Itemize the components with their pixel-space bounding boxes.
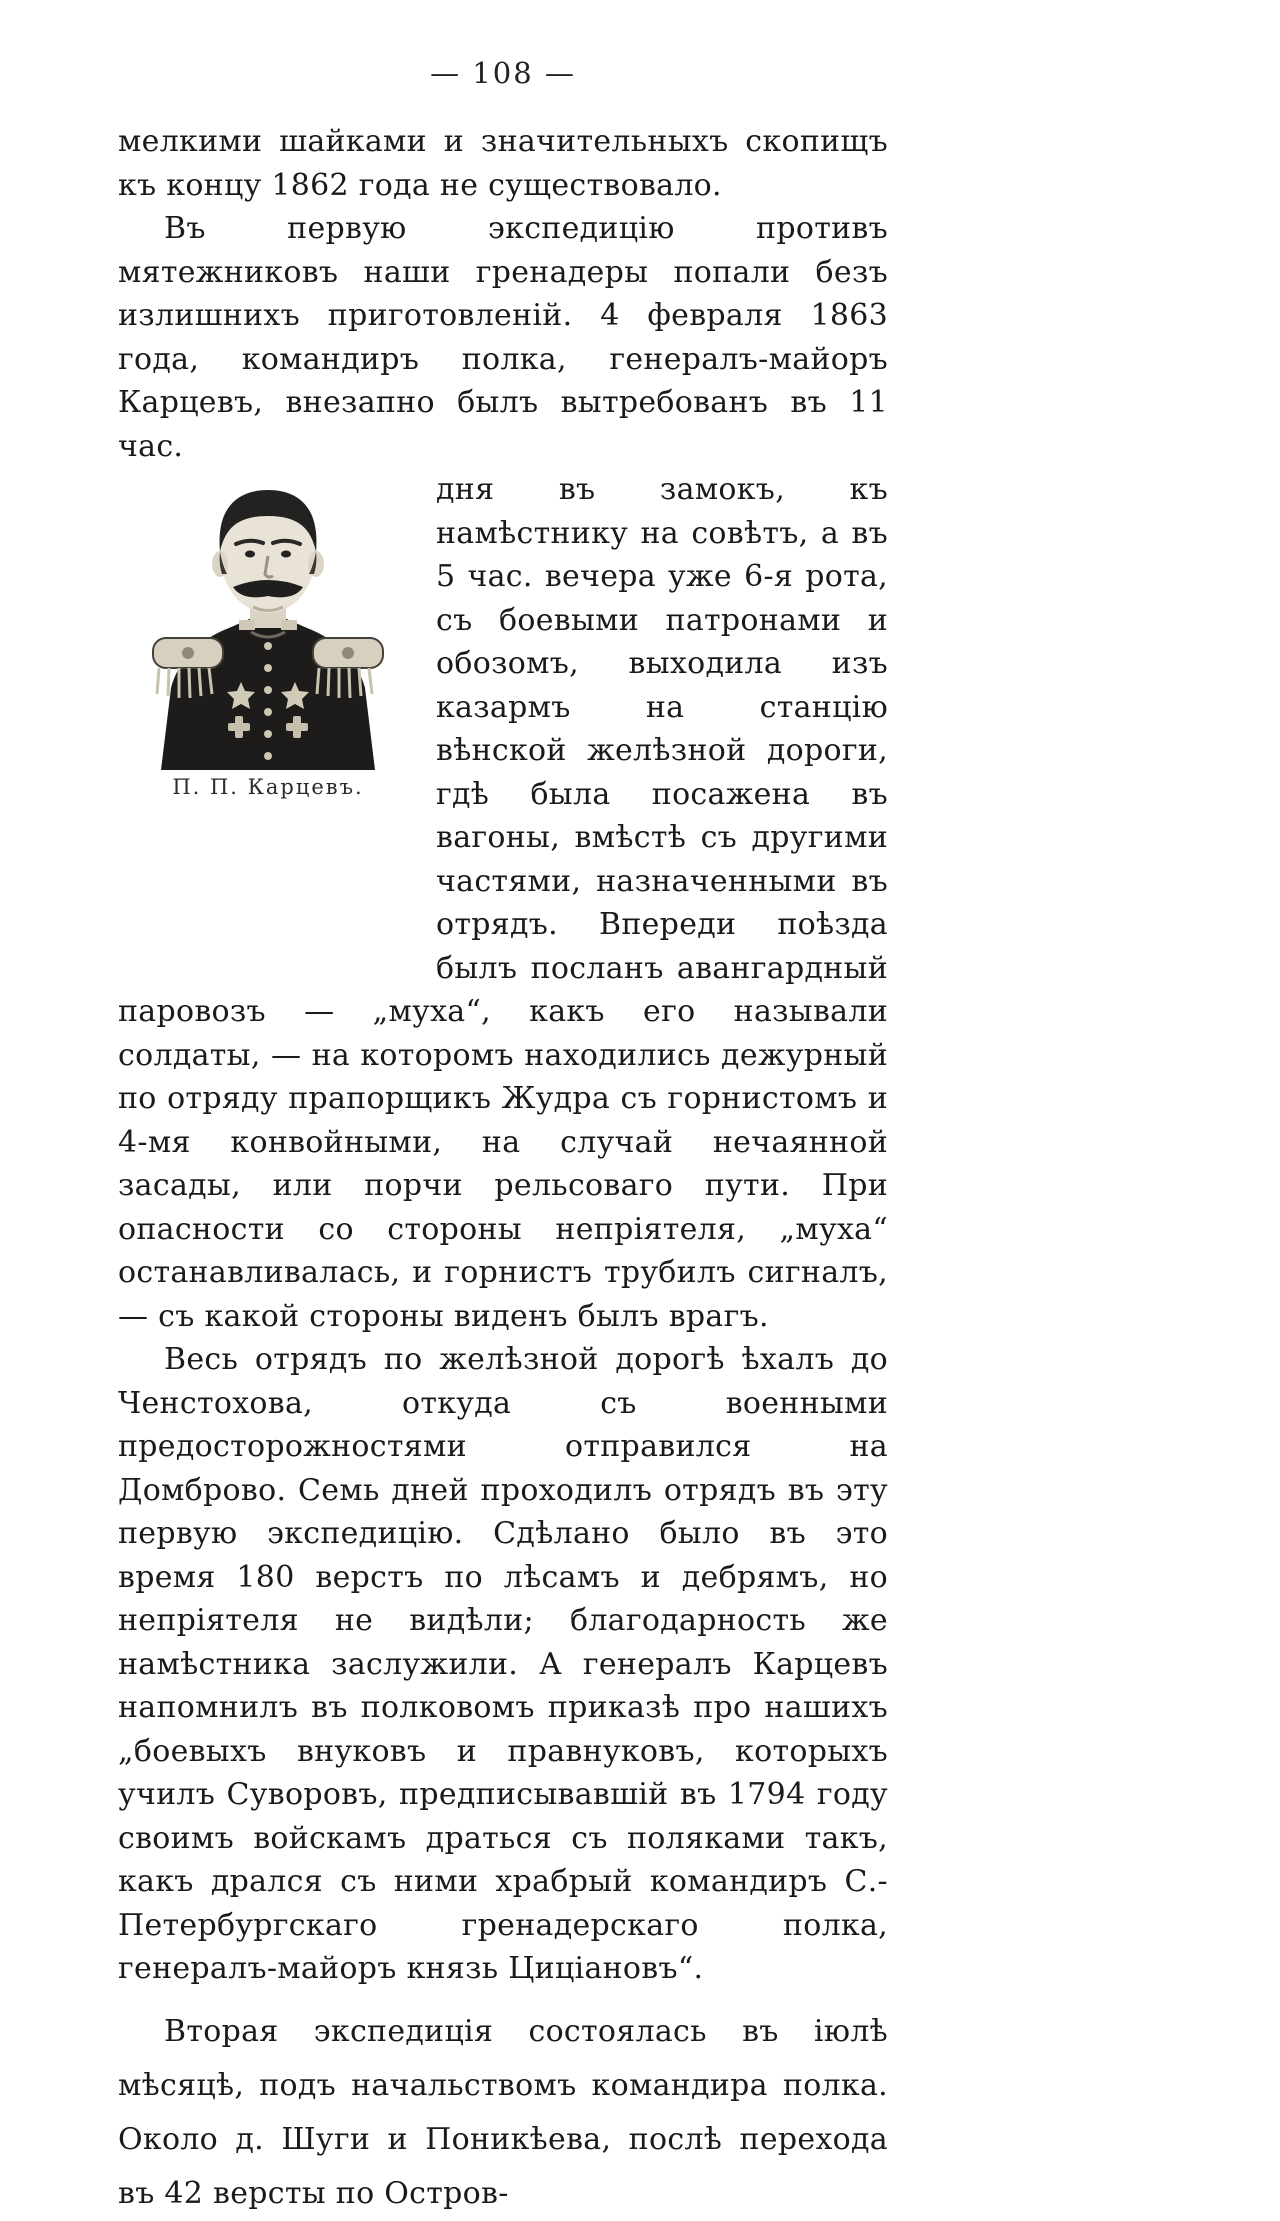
- paragraph-text: мелкими шайками и значительныхъ скопищъ къ концу 1862 года не существовало.: [118, 124, 888, 203]
- paragraph-march-story: [118, 1338, 888, 1991]
- portrait-image: [123, 470, 413, 770]
- portrait-figure: [118, 470, 418, 988]
- paragraph-text: Вторая экспедиція состоялась въ іюлѣ мѣсяцѣ, подъ начальствомъ командира полка. Около д. Шуги и Поникѣева, послѣ перехода въ 42 версты по Остров-: [118, 2013, 888, 2211]
- paragraph-text: Въ первую экспедицію противъ мятежниковъ наши гренадеры попали безъ излишнихъ приготовленій. 4 февраля 1863 года, командиръ полка, генералъ-майоръ Карцевъ, внезапно былъ вытребованъ въ 11 час.: [118, 211, 888, 464]
- text-block: [118, 120, 888, 2221]
- figure-caption: П. П. Карцевъ.: [172, 775, 364, 799]
- paragraph-text: Весь отрядъ по желѣзной дорогѣ ѣхалъ до Ченстохова, откуда съ военными предосторожностями отправился на Домброво. Семь дней проходилъ отрядъ въ эту первую экспедицію. Сдѣлано было въ это время 180 верстъ по лѣсамъ и дебрямъ, но непріятеля не видѣли; благодарность же намѣстника заслужили. А генералъ Карцевъ напомнилъ въ полковомъ приказѣ про нашихъ „боевыхъ внуковъ и правнуковъ, которыхъ училъ Суворовъ, предписывавшій въ 1794 году своимъ войскамъ драться съ поляками такъ, какъ дрался съ ними храбрый командиръ С.-Петербургскаго гренадерскаго полка, генералъ-майоръ князь Циціановъ“.: [118, 1342, 888, 1986]
- page-number: — 108 —: [430, 56, 576, 90]
- paragraph-text: дня въ замокъ, къ намѣстнику на совѣтъ, а въ 5 час. вечера уже 6-я рота, съ боевыми патронами и обозомъ, выходила изъ казармъ на станцію вѣнской желѣзной дороги, гдѣ была посажена въ вагоны, вмѣстѣ съ другими частями, назначенными въ отрядъ. Впереди поѣзда былъ посланъ авангардный паровозъ — „муха“, какъ его называли солдаты, — на которомъ находились дежурный по отряду прапорщикъ Жудра съ горнистомъ и 4-мя конвойными, на случай нечаянной засады, или порчи рельсоваго пути. При опасности со стороны непріятеля, „муха“ останавливалась, и горнистъ трубилъ сигналъ, — съ какой стороны виденъ былъ врагъ.: [118, 472, 888, 1334]
- paragraph-continuation: [118, 120, 888, 207]
- paragraph-expedition-start: [118, 207, 888, 468]
- paragraph-second-expedition: [118, 2005, 888, 2221]
